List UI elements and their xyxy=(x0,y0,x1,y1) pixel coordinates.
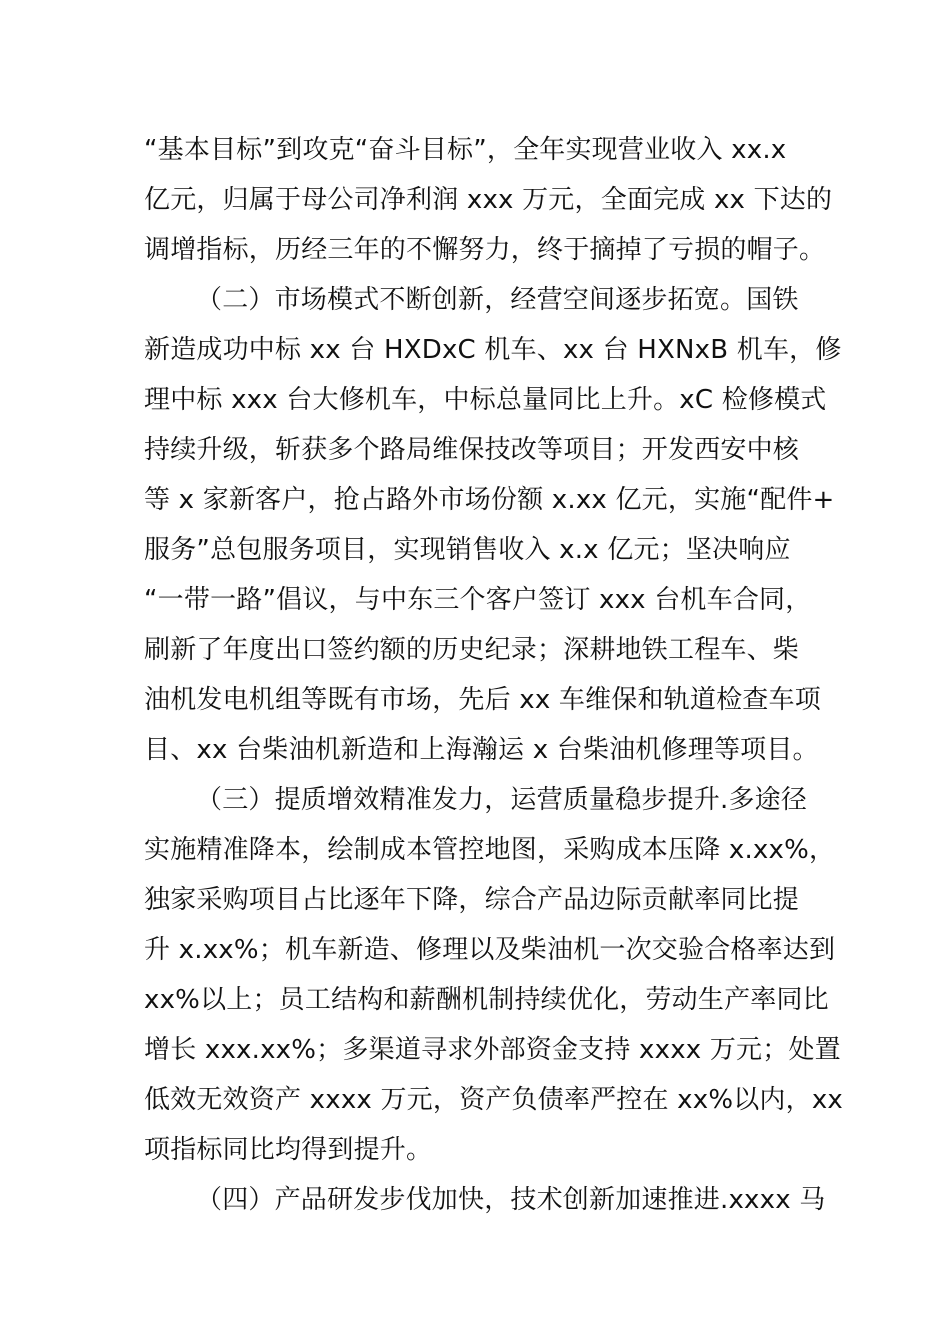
text-line: 增长 xxx.xx%；多渠道寻求外部资金支持 xxxx 万元；处置 xyxy=(144,1035,841,1065)
text-line: 升 x.xx%；机车新造、修理以及柴油机一次交验合格率达到 xyxy=(144,935,836,965)
paragraph-start-line: （三）提质增效精准发力，运营质量稳步提升.多途径 xyxy=(196,785,808,815)
text-line: 低效无效资产 xxxx 万元，资产负债率严控在 xx%以内，xx xyxy=(144,1085,843,1115)
text-line: 新造成功中标 xx 台 HXDxC 机车、xx 台 HXNxB 机车，修 xyxy=(144,335,842,365)
text-line: 理中标 xxx 台大修机车，中标总量同比上升。xC 检修模式 xyxy=(144,385,827,415)
paragraph-start-line: （二）市场模式不断创新，经营空间逐步拓宽。国铁 xyxy=(196,285,799,315)
text-line: 实施精准降本，绘制成本管控地图，采购成本压降 x.xx%， xyxy=(144,835,836,865)
text-line: 持续升级，斩获多个路局维保技改等项目；开发西安中核 xyxy=(144,435,800,465)
text-line: 服务”总包服务项目，实现销售收入 x.x 亿元；坚决响应 xyxy=(144,535,791,565)
text-line: 刷新了年度出口签约额的历史纪录；深耕地铁工程车、柴 xyxy=(144,635,800,665)
text-line: 调增指标，历经三年的不懈努力，终于摘掉了亏损的帽子。 xyxy=(144,235,826,265)
text-line: “一带一路”倡议，与中东三个客户签订 xxx 台机车合同， xyxy=(144,585,812,615)
text-line: 目、xx 台柴油机新造和上海瀚运 x 台柴油机修理等项目。 xyxy=(144,735,819,765)
text-line: 亿元，归属于母公司净利润 xxx 万元，全面完成 xx 下达的 xyxy=(144,185,833,215)
text-line: xx%以上；员工结构和薪酬机制持续优化，劳动生产率同比 xyxy=(144,985,829,1015)
text-line: 油机发电机组等既有市场，先后 xx 车维保和轨道检查车项 xyxy=(144,685,821,715)
text-line: “基本目标”到攻克“奋斗目标”，全年实现营业收入 xx.x xyxy=(144,135,787,165)
text-line: 独家采购项目占比逐年下降，综合产品边际贡献率同比提 xyxy=(144,885,800,915)
text-line: 等 x 家新客户，抢占路外市场份额 x.xx 亿元，实施“配件+ xyxy=(144,485,835,515)
text-line: 项指标同比均得到提升。 xyxy=(144,1135,433,1165)
paragraph-start-line: （四）产品研发步伐加快，技术创新加速推进.xxxx 马 xyxy=(196,1185,826,1215)
